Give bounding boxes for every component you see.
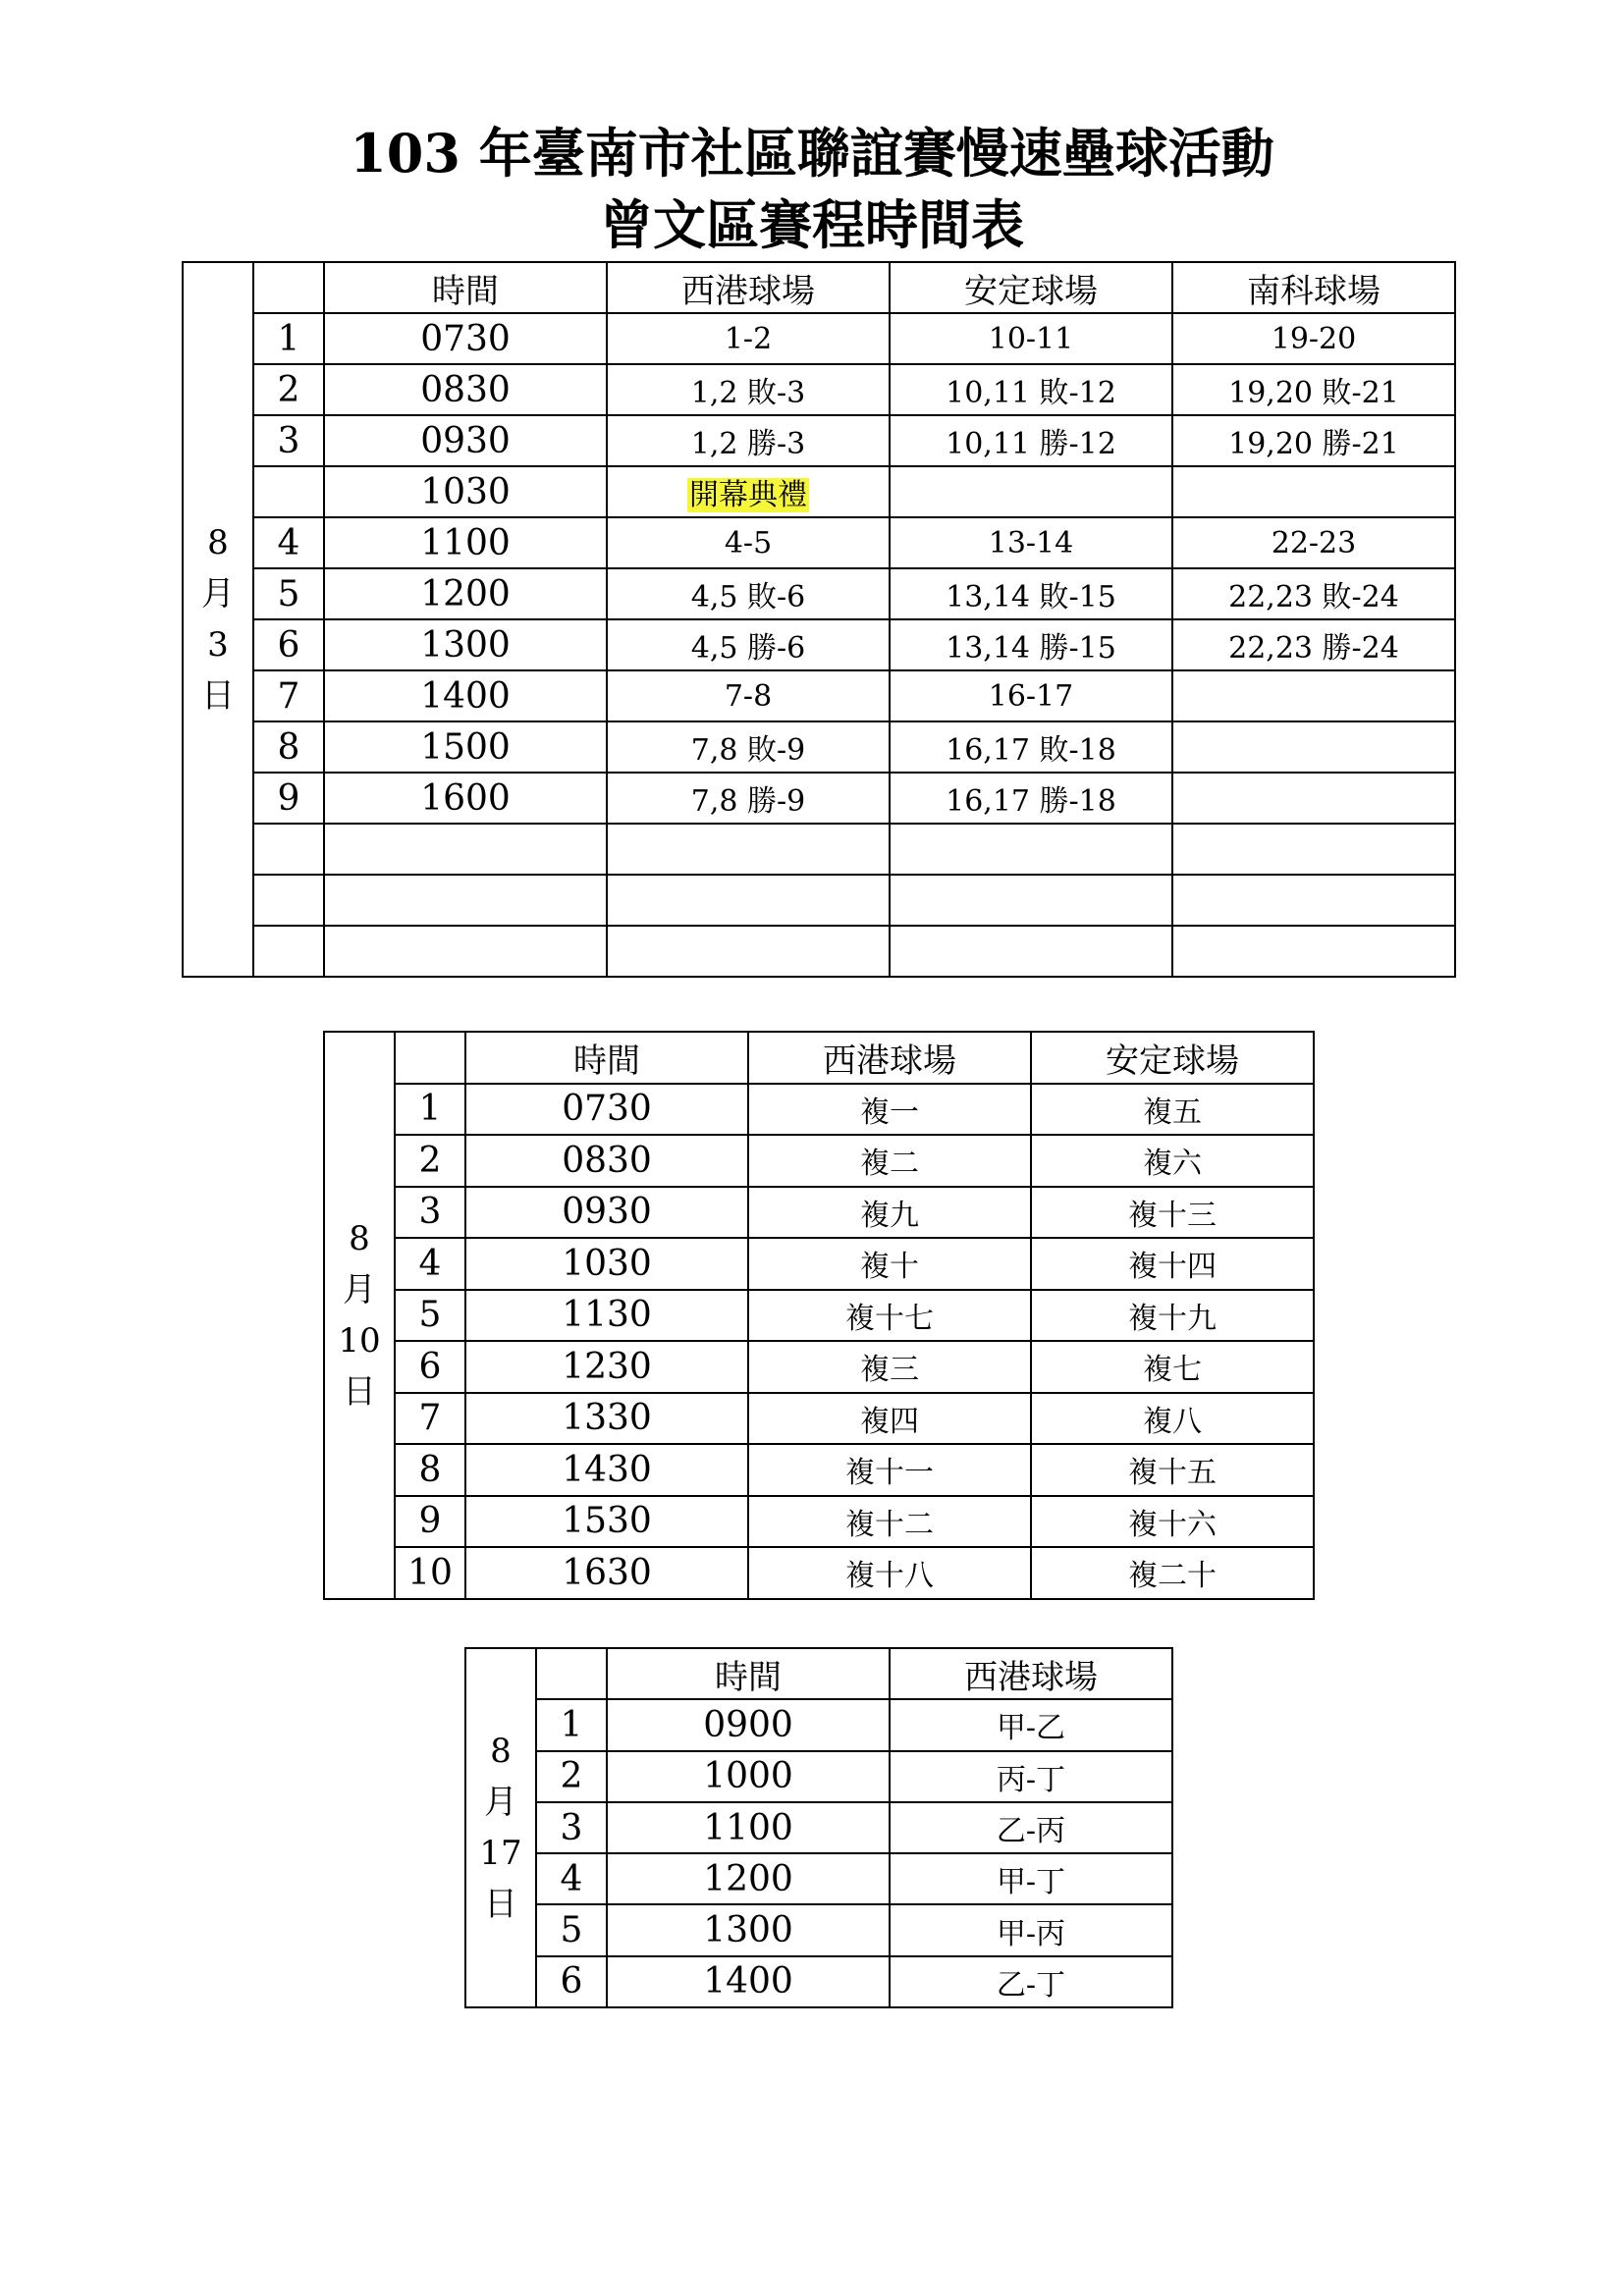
column-header: 西港球場: [748, 1032, 1031, 1084]
match-cell: 複十九: [1031, 1290, 1314, 1342]
game-number: 5: [253, 568, 324, 619]
game-time: 1300: [607, 1904, 890, 1955]
game-number: 6: [395, 1341, 465, 1393]
match-cell: [1172, 773, 1455, 824]
match-cell: [1172, 875, 1455, 926]
match-cell: 複十六: [1031, 1496, 1314, 1548]
match-cell: [607, 824, 890, 875]
game-number: 4: [395, 1238, 465, 1290]
match-cell: [890, 466, 1172, 517]
table-row: [183, 517, 1455, 568]
match-cell: 19,20 敗-21: [1172, 364, 1455, 415]
column-header: [395, 1032, 465, 1084]
match-cell: 13,14 敗-15: [890, 568, 1172, 619]
game-time: 0930: [324, 415, 607, 466]
opening-ceremony-highlight: 開幕典禮: [689, 478, 807, 512]
match-cell: 1,2 勝-3: [607, 415, 890, 466]
match-cell: 複十八: [748, 1547, 1031, 1599]
match-cell: 1,2 敗-3: [607, 364, 890, 415]
table-row: [183, 926, 1455, 977]
table-row: [183, 568, 1455, 619]
game-number: 6: [253, 619, 324, 670]
game-time: [324, 926, 607, 977]
date-part: 8: [349, 1218, 370, 1258]
game-time: 1200: [607, 1853, 890, 1904]
table-row: [465, 1699, 1172, 1750]
date-label: [184, 517, 252, 721]
match-cell: 甲-丙: [890, 1904, 1172, 1955]
match-cell: [607, 875, 890, 926]
game-time: 1030: [465, 1238, 748, 1290]
table-row: [183, 670, 1455, 721]
match-cell: 4-5: [607, 517, 890, 568]
game-number: [253, 875, 324, 926]
game-number: 4: [253, 517, 324, 568]
column-header: 時間: [607, 1648, 890, 1699]
game-time: 1500: [324, 721, 607, 773]
game-time: 1100: [607, 1802, 890, 1853]
table-row: [465, 1853, 1172, 1904]
date-part: 月: [201, 574, 235, 614]
match-cell: 7,8 勝-9: [607, 773, 890, 824]
game-time: 1230: [465, 1341, 748, 1393]
table-row: [324, 1393, 1314, 1445]
table-row: [465, 1904, 1172, 1955]
column-header: [536, 1648, 607, 1699]
match-cell: 甲-丁: [890, 1853, 1172, 1904]
game-number: 5: [536, 1904, 607, 1955]
table-row: [183, 619, 1455, 670]
game-number: 7: [395, 1393, 465, 1445]
match-cell: 複十二: [748, 1496, 1031, 1548]
game-number: 5: [395, 1290, 465, 1342]
game-time: 1330: [465, 1393, 748, 1445]
column-header: 時間: [324, 262, 607, 313]
match-cell: 複五: [1031, 1084, 1314, 1136]
match-cell: [890, 875, 1172, 926]
match-cell: [890, 926, 1172, 977]
match-cell: 複十四: [1031, 1238, 1314, 1290]
table-row: [324, 1547, 1314, 1599]
table-row: [183, 466, 1455, 517]
date-label: [466, 1726, 535, 1930]
game-time: 0730: [324, 313, 607, 364]
header-row: [324, 1032, 1314, 1084]
game-time: 1600: [324, 773, 607, 824]
game-time: 1400: [607, 1956, 890, 2007]
game-number: 4: [536, 1853, 607, 1904]
match-cell: 10-11: [890, 313, 1172, 364]
table-row: [183, 824, 1455, 875]
match-cell: 7,8 敗-9: [607, 721, 890, 773]
game-time: 1430: [465, 1444, 748, 1496]
date-part: 8: [490, 1732, 512, 1772]
game-time: 0830: [324, 364, 607, 415]
match-cell: 16,17 敗-18: [890, 721, 1172, 773]
table-row: [324, 1496, 1314, 1548]
date-part: 日: [343, 1371, 376, 1412]
schedule-table-aug-3: [182, 261, 1456, 978]
match-cell: 13-14: [890, 517, 1172, 568]
match-cell: 4,5 敗-6: [607, 568, 890, 619]
match-cell: 19-20: [1172, 313, 1455, 364]
game-time: 1200: [324, 568, 607, 619]
game-number: 1: [536, 1699, 607, 1750]
match-cell: 複三: [748, 1341, 1031, 1393]
match-cell: 複四: [748, 1393, 1031, 1445]
game-time: [324, 875, 607, 926]
page-title: 103 年臺南市社區聯誼賽慢速壘球活動: [350, 122, 1274, 185]
game-number: 7: [253, 670, 324, 721]
table-row: [324, 1084, 1314, 1136]
match-cell: 16-17: [890, 670, 1172, 721]
match-cell: 複九: [748, 1187, 1031, 1239]
match-cell: 複七: [1031, 1341, 1314, 1393]
match-cell: [1172, 670, 1455, 721]
date-label: [325, 1213, 394, 1417]
table-row: [324, 1341, 1314, 1393]
match-cell: 10,11 敗-12: [890, 364, 1172, 415]
match-cell: 複十七: [748, 1290, 1031, 1342]
date-part: 17: [479, 1834, 522, 1874]
match-cell: 複十三: [1031, 1187, 1314, 1239]
match-cell: 複十: [748, 1238, 1031, 1290]
match-cell: 7-8: [607, 670, 890, 721]
match-cell: [1172, 824, 1455, 875]
match-cell: 19,20 勝-21: [1172, 415, 1455, 466]
column-header: [253, 262, 324, 313]
column-header: 南科球場: [1172, 262, 1455, 313]
game-time: 1000: [607, 1751, 890, 1802]
match-cell: 複十五: [1031, 1444, 1314, 1496]
date-cell: [324, 1032, 395, 1599]
table-row: [324, 1290, 1314, 1342]
match-cell: 甲-乙: [890, 1699, 1172, 1750]
match-cell: 4,5 勝-6: [607, 619, 890, 670]
date-part: 日: [201, 676, 235, 716]
table-row: [465, 1751, 1172, 1802]
match-cell: 13,14 勝-15: [890, 619, 1172, 670]
match-cell: 複二十: [1031, 1547, 1314, 1599]
date-cell: [183, 262, 253, 977]
game-number: 1: [253, 313, 324, 364]
game-time: 1130: [465, 1290, 748, 1342]
game-number: 1: [395, 1084, 465, 1136]
game-number: [253, 824, 324, 875]
game-time: 0830: [465, 1135, 748, 1187]
match-cell: [607, 926, 890, 977]
table-row: [465, 1802, 1172, 1853]
date-part: 8: [207, 523, 229, 562]
game-time: 0730: [465, 1084, 748, 1136]
match-cell: [890, 824, 1172, 875]
match-cell: 複八: [1031, 1393, 1314, 1445]
date-part: 3: [207, 625, 229, 665]
game-number: 3: [253, 415, 324, 466]
game-time: 1030: [324, 466, 607, 517]
game-number: 6: [536, 1956, 607, 2007]
table-row: [183, 875, 1455, 926]
date-part: 日: [484, 1885, 517, 1925]
game-number: 2: [536, 1751, 607, 1802]
date-part: 10: [338, 1320, 381, 1361]
game-number: [253, 926, 324, 977]
header-row: [465, 1648, 1172, 1699]
table-row: [183, 415, 1455, 466]
match-cell: 22,23 勝-24: [1172, 619, 1455, 670]
match-cell: 複六: [1031, 1135, 1314, 1187]
game-time: 0900: [607, 1699, 890, 1750]
game-number: 3: [395, 1187, 465, 1239]
column-header: 安定球場: [1031, 1032, 1314, 1084]
match-cell: 10,11 勝-12: [890, 415, 1172, 466]
game-number: 9: [253, 773, 324, 824]
match-cell: 16,17 勝-18: [890, 773, 1172, 824]
date-cell: [465, 1648, 536, 2007]
column-header: 西港球場: [607, 262, 890, 313]
game-time: 1530: [465, 1496, 748, 1548]
match-cell: 乙-丙: [890, 1802, 1172, 1853]
column-header: 西港球場: [890, 1648, 1172, 1699]
game-number: 2: [395, 1135, 465, 1187]
table-row: [324, 1238, 1314, 1290]
table-row: [183, 773, 1455, 824]
game-time: 1630: [465, 1547, 748, 1599]
match-cell: [1172, 466, 1455, 517]
table-row: [183, 364, 1455, 415]
game-time: 0930: [465, 1187, 748, 1239]
schedule-table-aug-10: [323, 1031, 1315, 1600]
game-time: 1100: [324, 517, 607, 568]
match-cell: 複十一: [748, 1444, 1031, 1496]
match-cell: 丙-丁: [890, 1751, 1172, 1802]
column-header: 時間: [465, 1032, 748, 1084]
match-cell: 22,23 敗-24: [1172, 568, 1455, 619]
table-row: [183, 313, 1455, 364]
game-number: 9: [395, 1496, 465, 1548]
match-cell: 1-2: [607, 313, 890, 364]
schedule-table-aug-17: [464, 1647, 1173, 2008]
match-cell: 乙-丁: [890, 1956, 1172, 2007]
page-subtitle: 曾文區賽程時間表: [600, 193, 1024, 256]
table-row: [465, 1956, 1172, 2007]
match-cell: [1172, 926, 1455, 977]
game-time: 1400: [324, 670, 607, 721]
match-cell: [607, 466, 890, 517]
column-header: 安定球場: [890, 262, 1172, 313]
table-row: [324, 1135, 1314, 1187]
game-number: 2: [253, 364, 324, 415]
match-cell: [1172, 721, 1455, 773]
match-cell: 複二: [748, 1135, 1031, 1187]
table-row: [183, 721, 1455, 773]
table-row: [324, 1444, 1314, 1496]
game-number: 8: [395, 1444, 465, 1496]
match-cell: 複一: [748, 1084, 1031, 1136]
game-time: 1300: [324, 619, 607, 670]
date-part: 月: [484, 1783, 517, 1823]
game-number: 8: [253, 721, 324, 773]
game-number: [253, 466, 324, 517]
date-part: 月: [343, 1269, 376, 1309]
game-number: 3: [536, 1802, 607, 1853]
game-time: [324, 824, 607, 875]
table-row: [324, 1187, 1314, 1239]
header-row: [183, 262, 1455, 313]
game-number: 10: [395, 1547, 465, 1599]
match-cell: 22-23: [1172, 517, 1455, 568]
